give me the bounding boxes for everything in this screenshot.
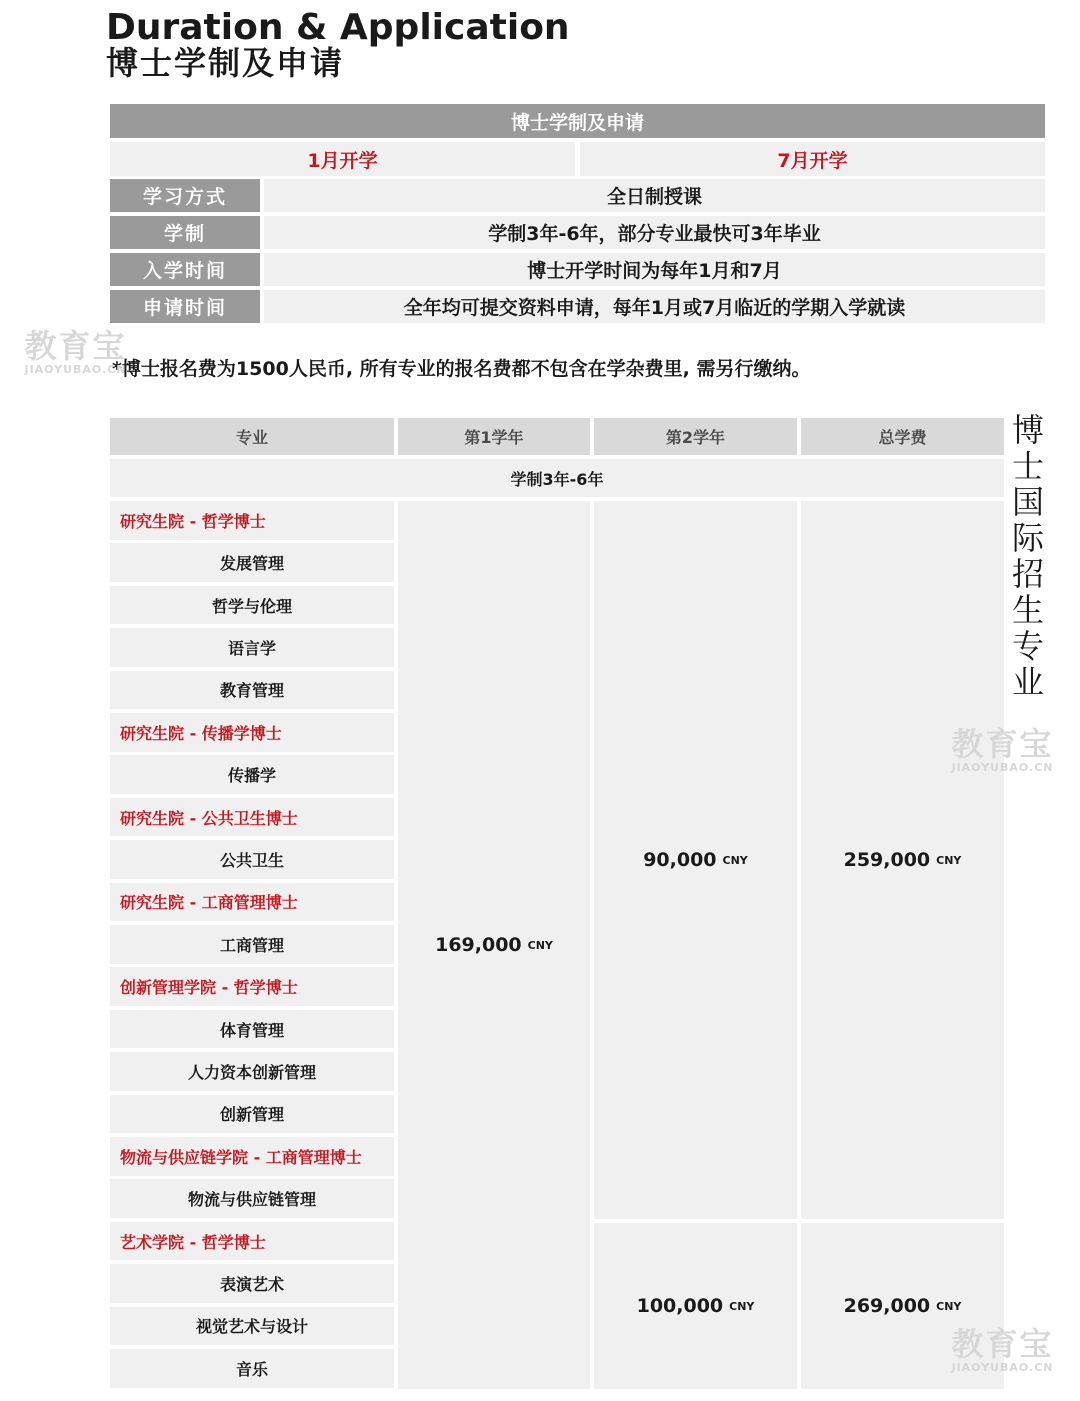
col-header-total: 总学费	[801, 418, 1004, 455]
school-row: 研究生院 - 哲学博士	[110, 501, 394, 540]
side-title-char: 际	[1011, 519, 1044, 557]
watermark-text: 教育宝	[951, 725, 1054, 763]
major-row: 哲学与伦理	[110, 586, 394, 625]
registration-fee-note: *博士报名费为1500人民币, 所有专业的报名费都不包含在学杂费里, 需另行缴纳。	[112, 358, 811, 380]
watermark-subtext: JIAOYUBAO.CN	[951, 761, 1054, 774]
col-header-year2: 第2学年	[594, 418, 797, 455]
watermark-text: 教育宝	[24, 327, 127, 365]
watermark-logo	[945, 725, 1060, 774]
side-title-vertical	[1008, 412, 1048, 700]
side-title-char: 专	[1011, 627, 1044, 665]
major-row: 发展管理	[110, 543, 394, 582]
side-title-char: 士	[1011, 447, 1044, 485]
total-fee-cell-a	[801, 501, 1004, 1219]
col-header-major: 专业	[110, 418, 394, 455]
currency-label: CNY	[722, 853, 748, 867]
side-title-char: 业	[1011, 663, 1044, 701]
page-title-zh: 博士学制及申请	[106, 44, 345, 82]
row-label-intake-time: 入学时间	[110, 253, 260, 286]
watermark-text: 教育宝	[951, 1325, 1054, 1363]
major-row: 语言学	[110, 628, 394, 667]
watermark-logo	[18, 327, 133, 376]
total-fee-value-a: 259,000	[843, 849, 931, 871]
major-row: 教育管理	[110, 671, 394, 710]
watermark-subtext: JIAOYUBAO.CN	[951, 1361, 1054, 1374]
side-title-char: 生	[1011, 591, 1044, 629]
row-value-study-mode: 全日制授课	[264, 179, 1045, 212]
row-value-duration: 学制3年-6年，部分专业最快可3年毕业	[264, 216, 1045, 249]
major-row: 物流与供应链管理	[110, 1179, 394, 1218]
side-title-char: 国	[1011, 483, 1044, 521]
currency-label: CNY	[936, 853, 962, 867]
school-row: 研究生院 - 传播学博士	[110, 713, 394, 752]
watermark-logo	[945, 1325, 1060, 1374]
col-header-year1: 第1学年	[398, 418, 590, 455]
school-row: 艺术学院 - 哲学博士	[110, 1222, 394, 1261]
year1-fee-cell	[398, 501, 590, 1389]
major-row: 传播学	[110, 755, 394, 794]
year2-fee-value-a: 90,000	[643, 849, 717, 871]
row-label-study-mode: 学习方式	[110, 179, 260, 212]
year1-fee-value: 169,000	[435, 934, 522, 956]
school-row: 创新管理学院 - 哲学博士	[110, 967, 394, 1006]
page-title-en: Duration & Application	[106, 7, 570, 48]
school-row: 研究生院 - 公共卫生博士	[110, 798, 394, 837]
school-row: 研究生院 - 工商管理博士	[110, 883, 394, 922]
side-title-char: 招	[1011, 555, 1044, 593]
major-row: 体育管理	[110, 1010, 394, 1049]
school-row: 物流与供应链学院 - 工商管理博士	[110, 1137, 394, 1176]
duration-table-heading: 博士学制及申请	[110, 104, 1045, 138]
year2-fee-value-b: 100,000	[636, 1295, 724, 1317]
duration-subheader: 学制3年-6年	[110, 459, 1004, 497]
major-row: 表演艺术	[110, 1264, 394, 1303]
major-row: 视觉艺术与设计	[110, 1307, 394, 1346]
currency-label: CNY	[527, 938, 553, 952]
intake-july: 7月开学	[580, 142, 1045, 176]
major-row: 公共卫生	[110, 840, 394, 879]
major-row: 工商管理	[110, 925, 394, 964]
major-row: 创新管理	[110, 1095, 394, 1134]
currency-label: CNY	[936, 1299, 962, 1313]
row-label-duration: 学制	[110, 216, 260, 249]
watermark-subtext: JIAOYUBAO.CN	[24, 363, 127, 376]
row-value-application-time: 全年均可提交资料申请，每年1月或7月临近的学期入学就读	[264, 290, 1045, 323]
year2-fee-cell-a	[594, 501, 797, 1219]
side-title-char: 博	[1011, 411, 1044, 449]
row-label-application-time: 申请时间	[110, 290, 260, 323]
major-row: 音乐	[110, 1349, 394, 1388]
row-value-intake-time: 博士开学时间为每年1月和7月	[264, 253, 1045, 286]
total-fee-value-b: 269,000	[843, 1295, 931, 1317]
year2-fee-cell-b	[594, 1223, 797, 1389]
intake-january: 1月开学	[110, 142, 575, 176]
major-row: 人力资本创新管理	[110, 1052, 394, 1091]
currency-label: CNY	[729, 1299, 755, 1313]
